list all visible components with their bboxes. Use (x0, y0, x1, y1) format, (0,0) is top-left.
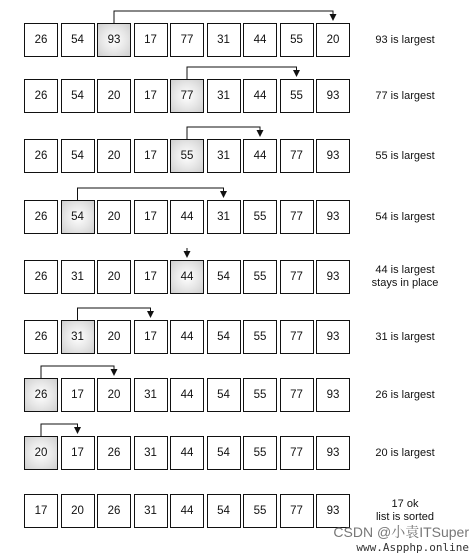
array-cell: 31 (207, 200, 241, 234)
swap-arrow-line (78, 188, 224, 200)
array-cell: 44 (243, 79, 277, 113)
array-cell: 44 (170, 320, 204, 354)
array-cell: 77 (280, 436, 314, 470)
array-cell: 55 (243, 436, 277, 470)
array-cell: 44 (243, 23, 277, 57)
array-cell-largest: 20 (24, 436, 58, 470)
array-cell: 31 (207, 23, 241, 57)
array-cell: 20 (97, 200, 131, 234)
array-cell: 26 (24, 139, 58, 173)
array-cell: 17 (24, 494, 58, 528)
pass-note (360, 331, 450, 344)
watermark (333, 524, 469, 556)
array-cell: 55 (243, 260, 277, 294)
array-cell: 44 (170, 200, 204, 234)
array-cell: 17 (134, 320, 168, 354)
swap-arrow-line (187, 127, 260, 139)
array-cell: 54 (207, 494, 241, 528)
array-cell: 54 (61, 139, 95, 173)
array-cell: 20 (316, 23, 350, 57)
array-cell: 93 (316, 320, 350, 354)
array-cell: 20 (97, 320, 131, 354)
pass-note-line: 26 is largest (375, 388, 435, 401)
array-cell-largest: 44 (170, 260, 204, 294)
array-cell: 20 (61, 494, 95, 528)
arrow-head-icon (74, 427, 81, 434)
array-cell: 26 (24, 79, 58, 113)
pass-note (360, 211, 450, 224)
watermark-main: CSDN @小袁ITSuper (333, 524, 469, 540)
array-cell: 20 (97, 260, 131, 294)
array-cell: 26 (97, 494, 131, 528)
array-cell: 93 (316, 139, 350, 173)
arrow-head-icon (293, 70, 300, 77)
array-cell: 31 (134, 436, 168, 470)
array-cell: 54 (207, 378, 241, 412)
array-cell: 26 (24, 23, 58, 57)
array-cell: 77 (280, 200, 314, 234)
array-cell: 26 (97, 436, 131, 470)
array-cell: 17 (134, 79, 168, 113)
array-cell: 17 (134, 260, 168, 294)
pass-note-line: 44 is largest (375, 264, 435, 276)
array-cell: 31 (61, 260, 95, 294)
arrow-head-icon (111, 369, 118, 376)
array-cell-largest: 77 (170, 79, 204, 113)
array-cell: 55 (280, 79, 314, 113)
array-cell: 26 (24, 320, 58, 354)
array-cell: 31 (134, 378, 168, 412)
array-cell: 55 (243, 320, 277, 354)
pass-note (360, 264, 450, 290)
array-cell: 17 (134, 23, 168, 57)
array-cell: 93 (316, 378, 350, 412)
array-cell: 77 (280, 494, 314, 528)
array-cell-largest: 54 (61, 200, 95, 234)
array-cell: 54 (61, 79, 95, 113)
array-cell: 31 (207, 139, 241, 173)
pass-note (360, 90, 450, 103)
pass-note-line: 31 is largest (375, 330, 435, 343)
array-cell-largest: 26 (24, 378, 58, 412)
arrow-head-icon (147, 311, 154, 318)
array-cell: 93 (316, 260, 350, 294)
array-cell-largest: 55 (170, 139, 204, 173)
swap-arrow-line (187, 67, 297, 79)
array-cell: 93 (316, 436, 350, 470)
array-cell: 17 (134, 200, 168, 234)
pass-note (360, 150, 450, 163)
pass-note-line: 93 is largest (375, 33, 435, 46)
pass-note (360, 447, 450, 460)
pass-note (360, 389, 450, 402)
array-cell: 93 (316, 200, 350, 234)
pass-note-line: 77 is largest (375, 89, 435, 102)
array-cell: 17 (134, 139, 168, 173)
array-cell: 31 (207, 79, 241, 113)
array-cell: 54 (207, 260, 241, 294)
array-cell: 54 (61, 23, 95, 57)
swap-arrow-line (78, 308, 151, 320)
array-cell: 44 (243, 139, 277, 173)
array-cell: 77 (170, 23, 204, 57)
pass-note-line: list is sorted (375, 511, 435, 523)
pass-note-line: stays in place (371, 277, 439, 289)
array-cell: 77 (280, 378, 314, 412)
array-cell: 77 (280, 320, 314, 354)
arrow-head-icon (220, 191, 227, 198)
pass-note-line: 55 is largest (375, 149, 435, 162)
array-cell: 55 (243, 494, 277, 528)
pass-note-line: 54 is largest (375, 210, 435, 223)
arrow-head-icon (257, 130, 264, 137)
array-cell: 17 (61, 436, 95, 470)
pass-note (360, 498, 450, 524)
array-cell: 31 (134, 494, 168, 528)
watermark-sub: www.Aspphp.online (356, 541, 469, 554)
array-cell: 77 (280, 139, 314, 173)
array-cell: 55 (243, 378, 277, 412)
array-cell: 44 (170, 436, 204, 470)
arrow-head-icon (184, 251, 191, 258)
array-cell: 93 (316, 79, 350, 113)
array-cell: 55 (243, 200, 277, 234)
array-cell-largest: 93 (97, 23, 131, 57)
array-cell: 77 (280, 260, 314, 294)
array-cell: 44 (170, 494, 204, 528)
pass-note-line: 17 ok (391, 498, 419, 510)
swap-arrow-line (41, 366, 114, 378)
swap-arrow-line (41, 424, 78, 436)
array-cell: 55 (280, 23, 314, 57)
array-cell: 44 (170, 378, 204, 412)
array-cell: 20 (97, 79, 131, 113)
array-cell: 20 (97, 139, 131, 173)
array-cell: 93 (316, 494, 350, 528)
array-cell: 26 (24, 200, 58, 234)
array-cell: 17 (61, 378, 95, 412)
array-cell-largest: 31 (61, 320, 95, 354)
array-cell: 54 (207, 436, 241, 470)
array-cell: 54 (207, 320, 241, 354)
array-cell: 20 (97, 378, 131, 412)
array-cell: 26 (24, 260, 58, 294)
pass-note-line: 20 is largest (375, 446, 435, 459)
